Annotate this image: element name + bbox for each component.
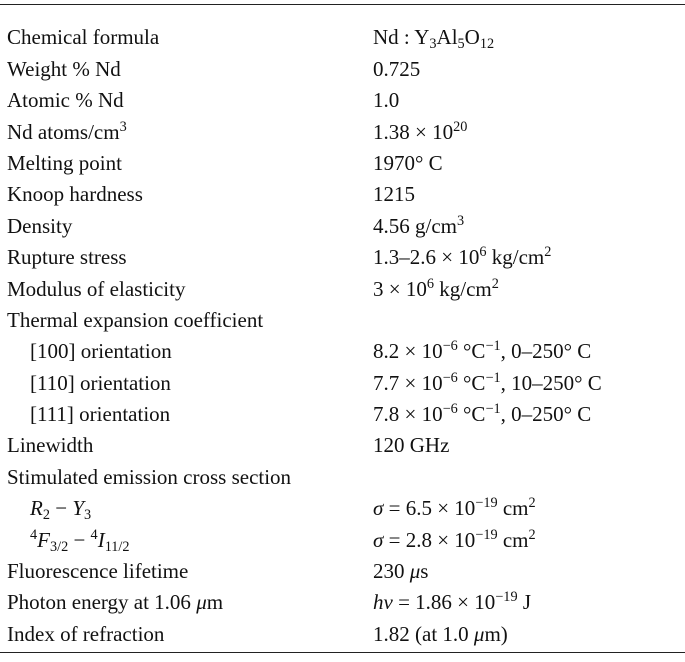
property-value: $\sigma = 2.8 \times 10^{-19}$ $cm^2$ [373,526,536,552]
property-value: 0.725 [373,56,421,81]
property-value: 4.56 $g/cm^3$ [373,212,465,238]
property-value: 120 GHz [373,433,450,458]
table-row [0,488,685,524]
property-value: 1.0 [373,88,400,113]
property-value: 230 μs [373,559,429,584]
property-value: $8.2 \times 10^{-6}$ $^\circ C^{-1}$, 0–250° C [373,338,592,364]
table-row [0,174,685,205]
property-label: Photon energy at 1.06 μm [7,590,224,615]
table-row [0,17,685,53]
bottom-rule [0,652,685,653]
table-row [0,111,685,142]
property-label: Knoop hardness [7,182,143,207]
property-label: Density [7,213,73,238]
property-label: [100] orientation [30,339,172,364]
table-row [0,519,685,555]
property-value: $\sigma = 6.5 \times 10^{-19}$ $cm^2$ [373,495,536,521]
property-label: Rupture stress [7,245,127,270]
property-label: Chemical formula [7,25,160,50]
property-value: 1215 [373,182,415,207]
property-label: $R_2 - Y_3$ [30,496,92,524]
property-label: Fluorescence lifetime [7,559,189,584]
section-label: Stimulated emission cross section [7,464,292,489]
property-label: Modulus of elasticity [7,276,186,301]
table-row [0,331,685,362]
table-row [0,237,685,268]
property-value: 1970° C [373,150,443,175]
table-row [0,456,685,487]
property-value: $7.7 \times 10^{-6}$ $^\circ C^{-1}$, 10–250° C [373,369,602,395]
property-value: 1.82 (at 1.0 μm) [373,621,508,646]
property-value: $1.3-2.6 \times 10^6$ $kg/cm^2$ [373,244,552,270]
property-value: $3 \times 10^6$ $kg/cm^2$ [373,275,499,301]
property-label: [111] orientation [30,402,171,427]
table-row [0,425,685,456]
table-row [0,80,685,111]
property-value: Nd : $Y_3Al_5O_{12}$ [373,25,495,53]
property-value: $1.38 \times 10^{20}$ [373,118,468,144]
property-value: $7.8 \times 10^{-6}$ $^\circ C^{-1}$, 0–250° C [373,401,592,427]
property-label: Index of refraction [7,621,165,646]
table-row [0,394,685,425]
property-label: Nd atoms/$cm^3$ [7,118,127,144]
table-row [0,205,685,236]
property-value: $h\nu = 1.86 \times 10^{-19}$ J [373,589,532,615]
table-row [0,143,685,174]
table-row [0,551,685,582]
table-row [0,300,685,331]
property-label: Linewidth [7,433,94,458]
table-row [0,48,685,79]
property-label: [110] orientation [30,370,171,395]
table-row [0,582,685,613]
property-label: Weight % Nd [7,56,121,81]
section-label: Thermal expansion coefficient [7,307,264,332]
table-row [0,268,685,299]
property-table [0,17,685,645]
property-label: Atomic % Nd [7,88,124,113]
table-row [0,362,685,393]
top-rule [0,4,685,5]
property-label: $^4F_{3/2} - ^4I_{11/2}$ [30,526,130,555]
property-label: Melting point [7,150,122,175]
table-row [0,613,685,644]
